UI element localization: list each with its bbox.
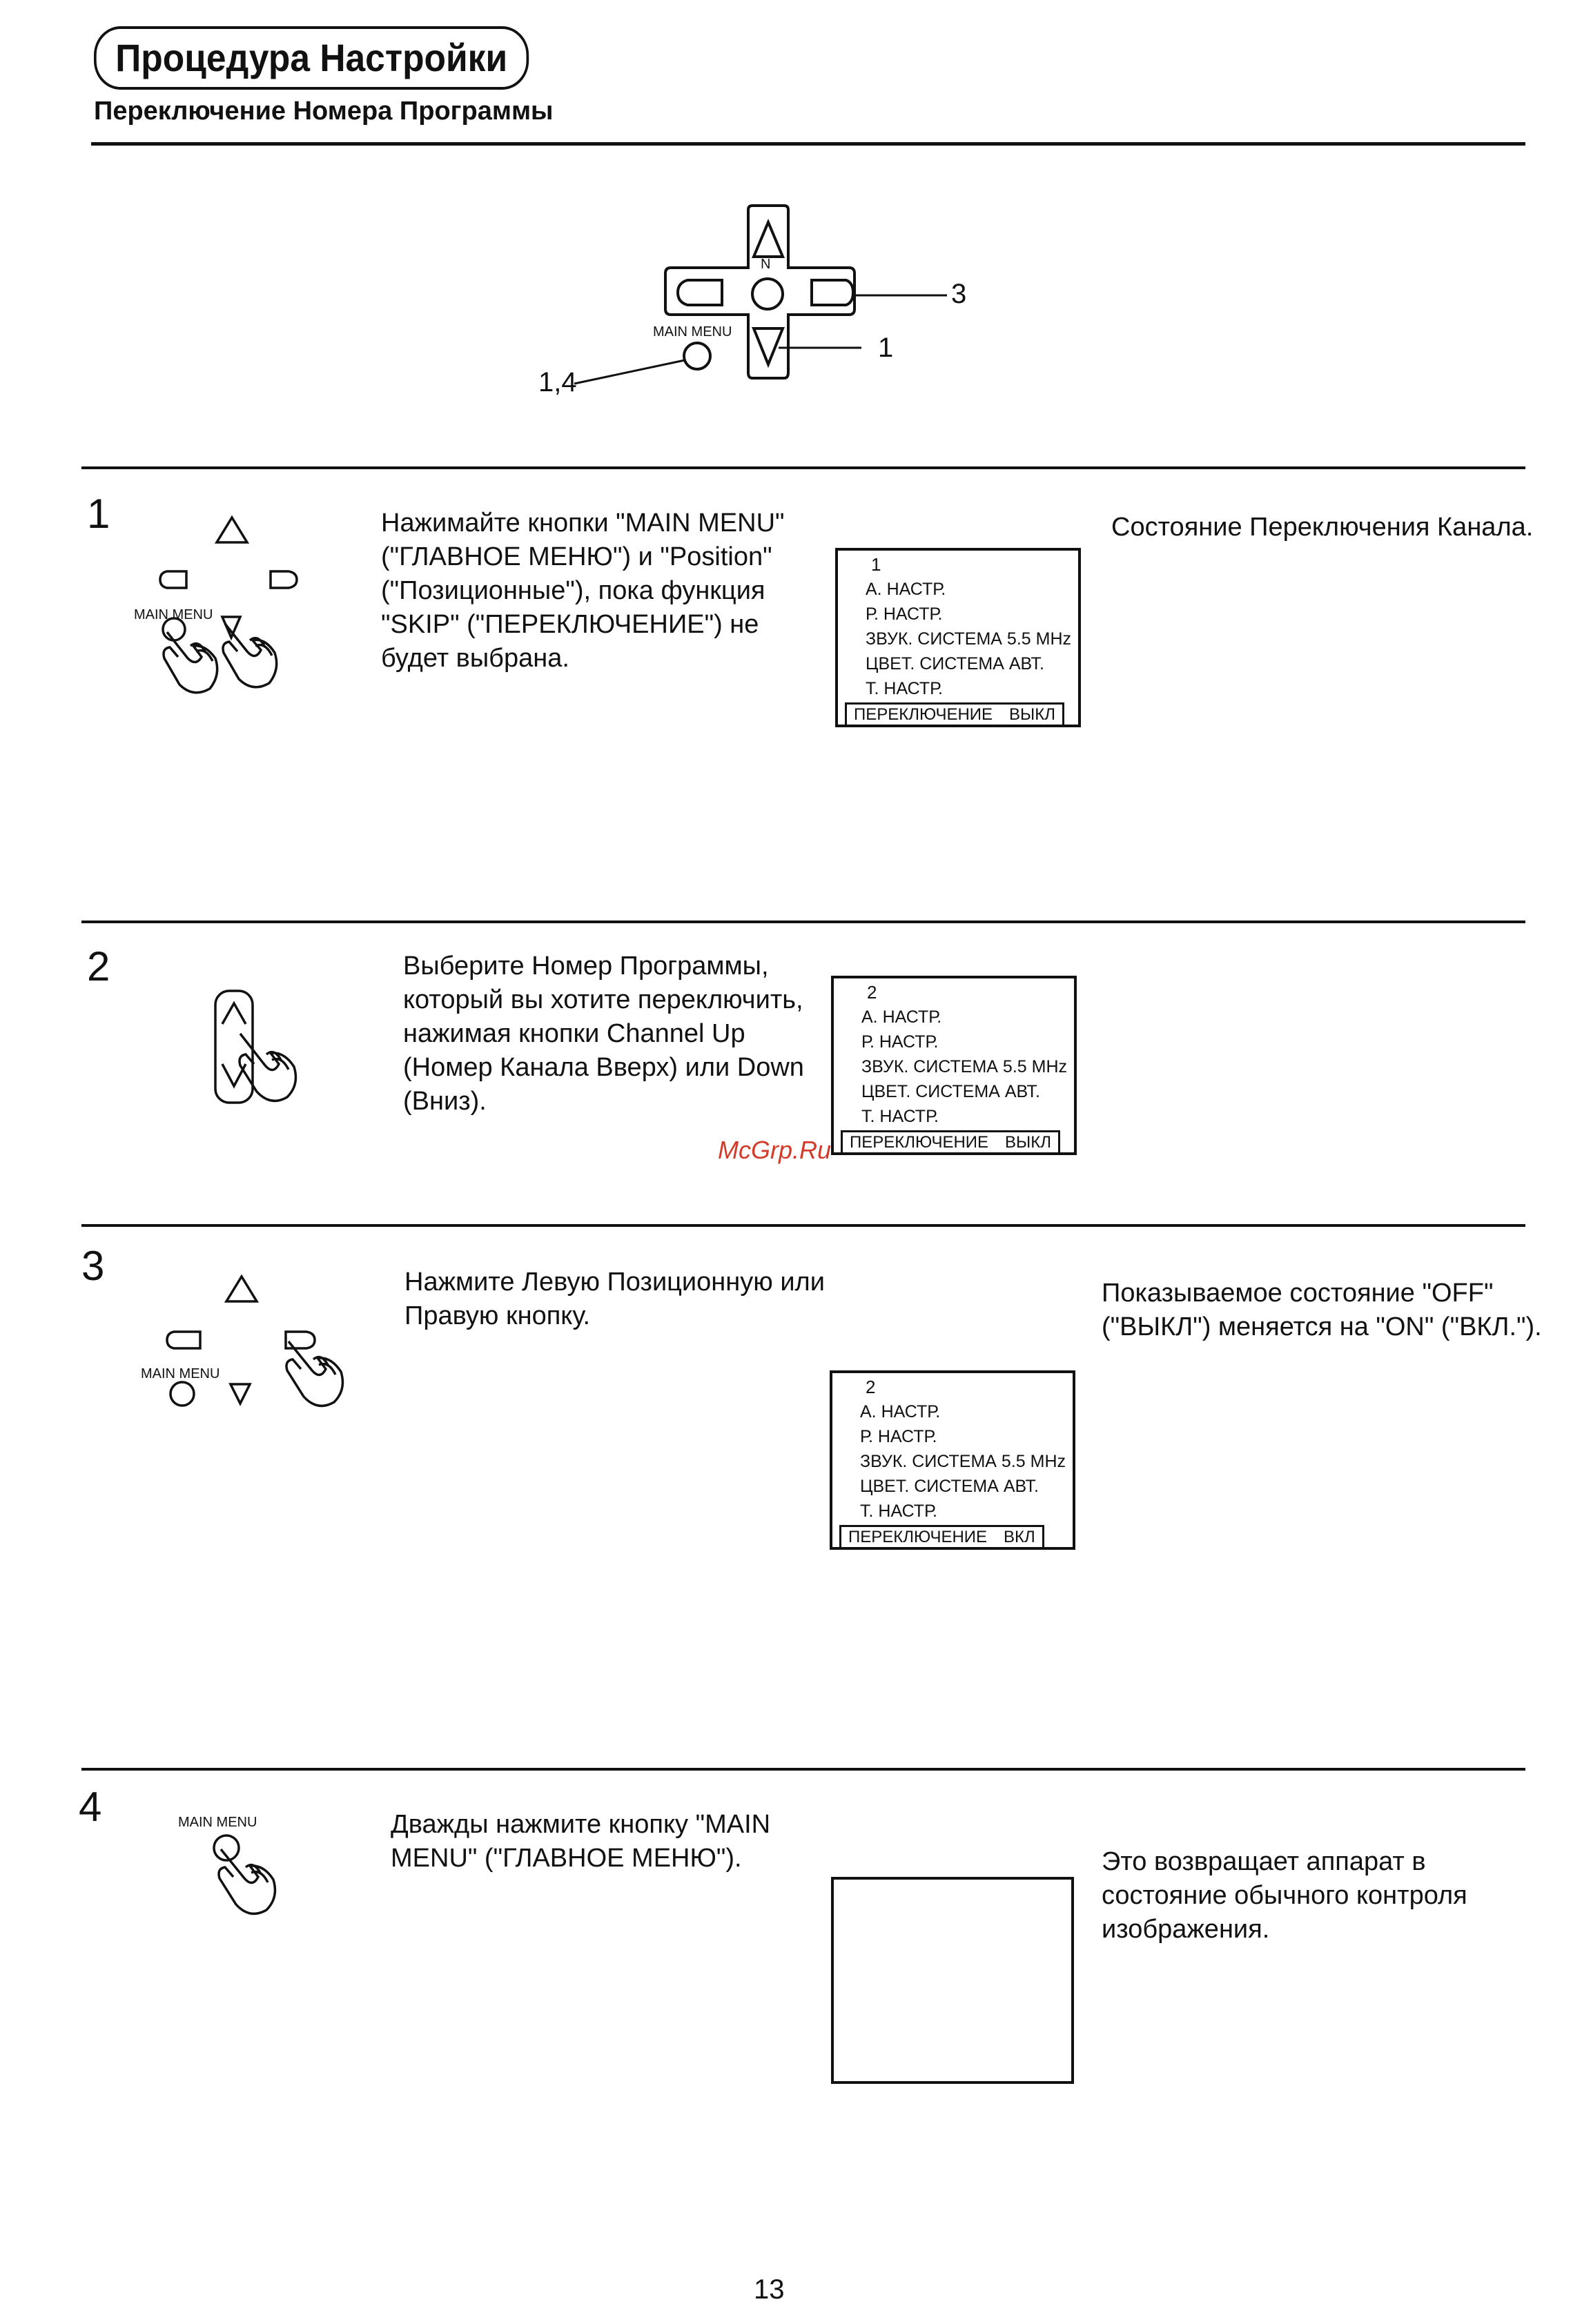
page-title: Процедура Настройки xyxy=(94,26,529,90)
menu-item: ЦВЕТ. СИСТЕМА АВТ. xyxy=(861,1082,1040,1101)
main-menu-button-icon xyxy=(684,343,710,369)
channel-up-icon xyxy=(222,1003,246,1024)
menu-item: ЗВУК. СИСТЕМА 5.5 MHz xyxy=(861,1057,1067,1076)
main-menu-label: MAIN MENU xyxy=(134,607,213,622)
menu-screen xyxy=(835,548,1081,727)
n-label: N xyxy=(761,257,771,272)
menu-item: ЗВУК. СИСТЕМА 5.5 MHz xyxy=(860,1452,1066,1471)
step-number: 3 xyxy=(81,1243,105,1289)
program-number: 2 xyxy=(866,1377,876,1397)
main-menu-label: MAIN MENU xyxy=(653,324,732,339)
remote-pad-outline xyxy=(665,206,855,378)
step-instruction: Нажимайте кнопки "MAIN MENU" ("ГЛАВНОЕ МЕНЮ") и "Position" ("Позиционные"), пока функция "SKIP" ("ПЕРЕКЛЮЧЕНИЕ") не будет выбрана. xyxy=(381,509,785,673)
step4-main-menu-illustration xyxy=(200,1829,311,1939)
menu-item: Т. НАСТР. xyxy=(860,1501,937,1521)
pointing-hand-icon xyxy=(223,624,277,687)
right-arrow-icon xyxy=(286,1332,315,1348)
program-number: 2 xyxy=(867,982,877,1003)
remote-control-diagram xyxy=(0,0,1582,442)
pointing-hand-icon xyxy=(286,1341,342,1406)
menu-item: А. НАСТР. xyxy=(866,580,946,599)
step-instruction: Выберите Номер Программы, который вы хотите переключить, нажимая кнопки Channel Up (Номер Канала Вверх) или Down (Вниз). xyxy=(403,952,804,1116)
menu-item: Р. НАСТР. xyxy=(861,1032,939,1052)
selected-menu-item: ПЕРЕКЛЮЧЕНИЕ ВЫКЛ xyxy=(845,702,1064,727)
down-arrow-icon xyxy=(754,328,783,364)
right-arrow-icon xyxy=(812,280,853,305)
section-subtitle: Переключение Номера Программы xyxy=(94,97,554,126)
up-arrow-icon xyxy=(226,1277,257,1301)
step-instruction: Нажмите Левую Позиционную или Правую кнопку. xyxy=(404,1268,825,1330)
menu-item: А. НАСТР. xyxy=(860,1402,941,1421)
up-arrow-icon xyxy=(754,222,783,257)
menu-item: ЗВУК. СИСТЕМА 5.5 MHz xyxy=(866,629,1071,649)
callout-3: 3 xyxy=(951,279,967,309)
left-arrow-icon xyxy=(167,1332,200,1348)
step-number: 2 xyxy=(87,943,110,989)
menu-screen xyxy=(831,976,1077,1155)
page-number: 13 xyxy=(754,2274,785,2305)
down-arrow-icon xyxy=(222,617,240,638)
program-number: 1 xyxy=(871,554,881,575)
step-divider xyxy=(81,1224,1525,1227)
menu-item: ЦВЕТ. СИСТЕМА АВТ. xyxy=(860,1477,1039,1496)
step-note: Это возвращает аппарат в состояние обычного контроля изображения. xyxy=(1102,1847,1467,1944)
right-arrow-icon xyxy=(271,571,297,588)
main-menu-label: MAIN MENU xyxy=(178,1815,257,1830)
menu-item: А. НАСТР. xyxy=(861,1007,942,1027)
selected-menu-item: ПЕРЕКЛЮЧЕНИЕ ВКЛ xyxy=(839,1525,1044,1550)
menu-item: ЦВЕТ. СИСТЕМА АВТ. xyxy=(866,654,1044,673)
step-instruction: Дважды нажмите кнопку "MAIN MENU" ("ГЛАВНОЕ МЕНЮ"). xyxy=(391,1810,771,1873)
left-arrow-icon xyxy=(160,571,186,588)
left-arrow-icon xyxy=(678,280,722,305)
pointing-hand-icon xyxy=(219,1849,275,1913)
menu-item: Т. НАСТР. xyxy=(866,679,943,698)
down-arrow-icon xyxy=(231,1384,250,1404)
menu-item: Р. НАСТР. xyxy=(866,604,943,624)
callout-1: 1 xyxy=(878,333,894,363)
step2-channel-buttons-illustration xyxy=(207,980,345,1111)
main-menu-button-icon xyxy=(170,1382,194,1406)
menu-screen xyxy=(830,1370,1075,1550)
step-number: 1 xyxy=(87,491,110,537)
step-divider xyxy=(81,466,1525,469)
pointing-hand-icon xyxy=(240,1034,295,1101)
menu-item: Р. НАСТР. xyxy=(860,1427,937,1446)
step-divider xyxy=(81,1768,1525,1771)
callout-1-4: 1,4 xyxy=(538,367,577,397)
main-menu-label: MAIN MENU xyxy=(141,1366,220,1381)
selected-menu-item: ПЕРЕКЛЮЧЕНИЕ ВЫКЛ xyxy=(841,1130,1060,1155)
step-note: Состояние Переключения Канала. xyxy=(1111,513,1534,542)
up-arrow-icon xyxy=(217,518,247,542)
n-button-icon xyxy=(752,279,783,309)
blank-tv-screen xyxy=(831,1877,1074,2084)
step-number: 4 xyxy=(79,1784,102,1830)
menu-item: Т. НАСТР. xyxy=(861,1107,939,1126)
step-divider xyxy=(81,920,1525,923)
step3-buttons-illustration xyxy=(138,1256,387,1421)
watermark: McGrp.Ru xyxy=(718,1136,832,1164)
step-note: Показываемое состояние "OFF" ("ВЫКЛ") меняется на "ON" ("ВКЛ."). xyxy=(1102,1279,1542,1341)
